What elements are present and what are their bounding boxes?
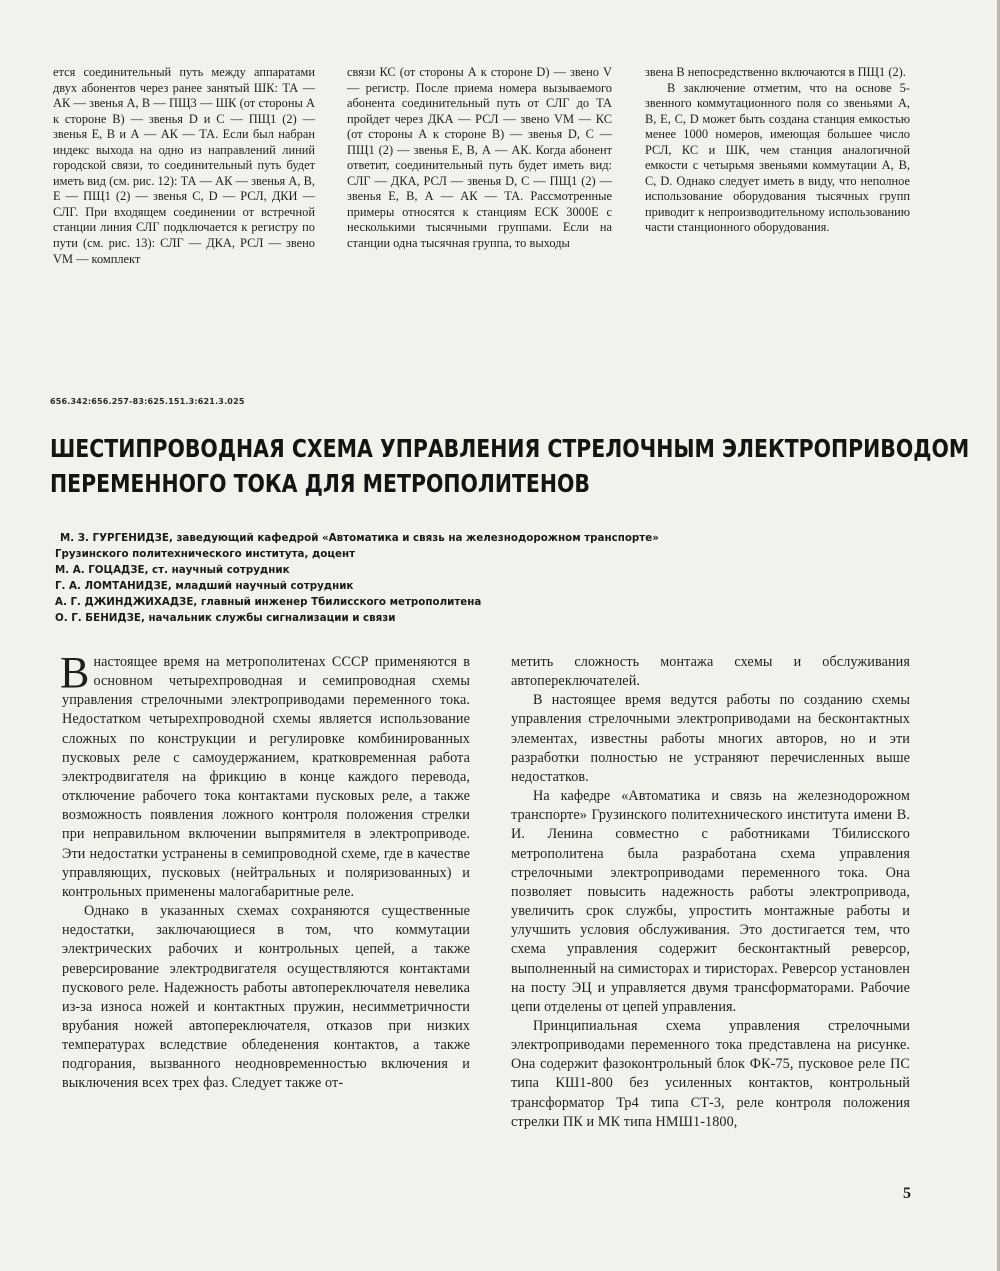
page-number: 5 (903, 1185, 911, 1202)
paragraph: звена В непосредственно включаются в ПЩ1 (2). (645, 65, 906, 79)
article-title (50, 431, 970, 501)
paragraph: метить сложность монтажа схемы и обслуживания автопереключателей. (511, 654, 910, 690)
paragraph: ется соединительный путь между аппаратами двух абонентов через ранее занятый ШК: ТА — АК — звенья А, В — ПЩ3 — ШК (от стороны А к стороне В) — звенья D и С — ПЩ1 (2) — звенья Е, В и А — АК — ТА. Если был набран индекс выхода на одно из направлений линий городской связи, то соединительный путь будет иметь вид (см. рис. 12): ТА — АК — звенья А, В, Е — ПЩ1 (2) — звенья С, D — РСЛ, ДКИ — СЛГ. При входящем соединении от встречной станции линия СЛГ подключается к регистру по пути (см. рис. 13): СЛГ — ДКА, РСЛ — звено VM — комплект (53, 65, 315, 266)
drop-cap: В (60, 648, 90, 697)
paragraph (60, 648, 470, 902)
body-column-1 (60, 648, 470, 1094)
top-column-2 (347, 65, 612, 252)
title-line-2: ПЕРЕМЕННОГО ТОКА ДЛЯ МЕТРОПОЛИТЕНОВ (50, 469, 591, 498)
author-affiliation: Грузинского политехнического института, доцент (55, 548, 356, 561)
title-line-1: ШЕСТИПРОВОДНАЯ СХЕМА УПРАВЛЕНИЯ СТРЕЛОЧНЫМ ЭЛЕКТРОПРИВОДОМ (50, 434, 970, 463)
paragraph-text: настоящее время на метрополитенах СССР применяются в основном четырехпроводная и семипроводная схемы управления стрелочными электроприводами переменного тока. Недостатком четырехпроводной схемы является использование сложных по конструкции и регулировке комбинированных пусковых реле с самоудержанием, кратковременная работа электродвигателя на фрикцию в конце каждого перевода, отключение рабочего тока контактами пусковых реле, а также возможность появления ложного контроля положения стрелки при неправильном включении выпрямителя в электроприводе. Эти недостатки устранены в семипроводной схеме, где в качестве управляющих, пусковых (нейтральных и поляризованных) и контрольных применены малогабаритные реле. (62, 654, 470, 900)
top-column-3 (645, 65, 910, 236)
body-column-2 (511, 653, 910, 1132)
paragraph: В заключение отметим, что на основе 5-звенного коммутационного поля со звеньями А, В, Е, С, D может быть создана станция емкостью менее 1000 номеров, имеющая большее число РСЛ, КС и ШК, чем станция аналогичной емкости с четырьмя звеньями коммутации А, В, С, D. Однако следует иметь в виду, что неполное использование оборудования тысячных групп приводит к непроизводительному использованию части станционного оборудования. (645, 80, 910, 235)
paragraph: связи КС (от стороны А к стороне D) — звено V — регистр. После приема номера вызываемого абонента соединительный путь от СЛГ до ТА пройдет через ДКА — РСЛ — звено VM — КС (от стороны А к стороне В) — звенья D, С — ПЩ1 (2) — звенья Е, В, А — АК. Когда абонент ответит, соединительный путь будет иметь вид: СЛГ — ДКА, РСЛ — звенья D, С — ПЩ1 (2) — звенья Е, В, А — АК — ТА. Рассмотренные примеры относятся к станциям ЕСК 3000Е с несколькими тысячными группами. Если на станции одна тысячная группа, то выходы (347, 65, 612, 251)
paragraph: В настоящее время ведутся работы по созданию схемы управления стрелочными электроприводами на бесконтактных элементах, известны работы многих авторов, но и эти разработки полностью не устраняют перечисленных выше недостатков. (511, 692, 910, 785)
author-line: М. А. ГОЦАДЗЕ, ст. научный сотрудник (55, 564, 290, 577)
authors-block (55, 530, 659, 627)
paragraph: Однако в указанных схемах сохраняются существенные недостатки, заключающиеся в том, что коммутации электрических рабочих и контрольных цепей, а также реверсирование электродвигателя осуществляются контактами пускового реле. Надежность работы автопереключателя невелика из-за износа ножей и контактных пружин, несимметричности врубания ножей автопереключателя, отказов при низких температурах вследствие обледенения контактов, а также подгорания, вызванного неодновременностью включения и выключения всех трех фаз. Следует также от- (62, 903, 470, 1092)
paragraph: Принципиальная схема управления стрелочными электроприводами переменного тока представлена на рисунке. Она содержит фазоконтрольный блок ФК-75, пусковое реле ПС типа КШ1-800 без усиленных контактов, контрольный трансформатор Тр4 типа СТ-3, реле контроля положения стрелки ПК и МК типа НМШ1-1800, (511, 1017, 910, 1130)
author-line: М. З. ГУРГЕНИДЗЕ, заведующий кафедрой «Автоматика и связь на железнодорожном транспорте» (60, 532, 659, 544)
author-line: Г. А. ЛОМТАНИДЗЕ, младший научный сотрудник (55, 580, 354, 593)
udc-code: 656.342:656.257-83:625.151.3:621.3.025 (50, 397, 245, 406)
paragraph: На кафедре «Автоматика и связь на железнодорожном транспорте» Грузинского политехнического института имени В. И. Ленина совместно с работниками Тбилисского метрополитена была разработана схема управления стрелочными электроприводами переменного тока. Она позволяет повысить надежность работы электропривода, увеличить срок службы, упростить монтажные работы и улучшить условия обслуживания. Это достигается тем, что схема управления содержит бесконтактный реверсор, выполненный на симисторах и тиристорах. Реверсор установлен на посту ЭЦ и управляется двумя трансформаторами. Рабочие цепи отделены от цепей управления. (511, 788, 910, 1015)
author-line: А. Г. ДЖИНДЖИХАДЗЕ, главный инженер Тбилисского метрополитена (55, 596, 482, 609)
author-line: О. Г. БЕНИДЗЕ, начальник службы сигнализации и связи (55, 612, 396, 625)
top-column-1 (53, 65, 315, 267)
